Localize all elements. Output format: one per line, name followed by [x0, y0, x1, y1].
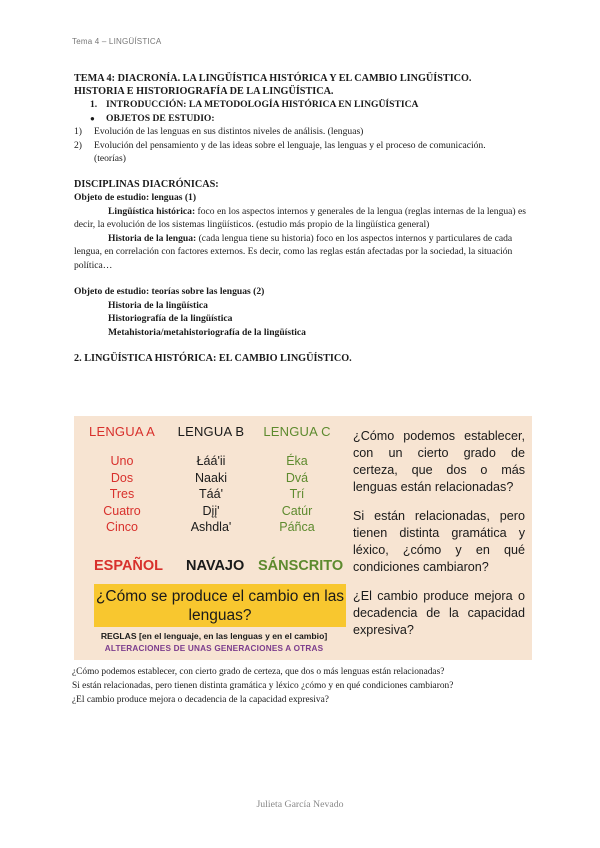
list-item: [74, 125, 530, 139]
list-item-text: Evolución de las lenguas en sus distintos niveles de análisis. (lenguas): [94, 126, 364, 137]
question-line: ¿El cambio produce mejora o decadencia de la capacidad expresiva?: [72, 695, 329, 705]
word: Dvá: [285, 470, 309, 485]
lengua-c-column: [254, 424, 340, 536]
word: Trí: [289, 487, 305, 501]
page-header: Tema 4 – LINGÜÍSTICA: [72, 37, 162, 46]
figure-question: ¿Cómo podemos establecer, con un cierto grado de certeza, que dos o más lenguas están relacionadas?: [353, 429, 525, 494]
page-title: [74, 72, 530, 98]
figure-question: ¿El cambio produce mejora o decadencia de la capacidad expresiva?: [353, 589, 525, 637]
word: Catúr: [281, 503, 313, 518]
title-line-1: TEMA 4: DIACRONÍA. LA LINGÜÍSTICA HISTÓRICA Y EL CAMBIO LINGÜÍSTICO.: [74, 73, 472, 84]
bullet-icon: ●: [90, 113, 95, 123]
objeto-2-heading: Objeto de estudio: teorías sobre las lenguas (2): [74, 286, 265, 297]
hist-lengua-paragraph: [74, 232, 530, 273]
figure-questions: [353, 428, 525, 651]
section-2-heading: 2. LINGÜÍSTICA HISTÓRICA: EL CAMBIO LINGÜÍSTICO.: [74, 353, 352, 364]
language-comparison-figure: [74, 416, 532, 660]
figure-question: Si están relacionadas, pero tienen distinta gramática y léxico, ¿cómo y en qué condiciones cambiaron?: [353, 509, 525, 574]
word: Naaki: [195, 470, 227, 485]
page-footer: Julieta García Nevado: [256, 799, 344, 810]
question-line: ¿Cómo podemos establecer, con cierto grado de certeza, que dos o más lenguas están relacionadas?: [72, 667, 445, 677]
hist-lengua-label: Historia de la lengua:: [108, 232, 197, 244]
list-item: [74, 139, 530, 166]
section-1-title: INTRODUCCIÓN: LA METODOLOGÍA HISTÓRICA EN LINGÜÍSTICA: [106, 99, 419, 110]
lengua-b-column: [168, 424, 254, 536]
question-callout: ¿Cómo se produce el cambio en las lenguas?: [94, 584, 346, 627]
word: Tres: [109, 487, 135, 501]
word: Uno: [110, 454, 134, 468]
objetos-heading: [74, 112, 530, 126]
lengua-a-column: [79, 424, 165, 536]
ling-hist-paragraph: [74, 205, 530, 232]
reglas-caption: REGLAS [en el lenguaje, en las lenguas y en el cambio]: [100, 631, 328, 641]
section-1-heading: [74, 98, 530, 112]
title-line-2: HISTORIA E HISTORIOGRAFÍA DE LA LINGÜÍSTICA.: [74, 86, 334, 97]
word: Łáá'ii: [196, 454, 226, 468]
section-1-number: 1.: [90, 99, 98, 110]
teoria-item: Metahistoria/metahistoriografía de la lingüística: [108, 326, 306, 338]
word: Cuatro: [103, 503, 141, 518]
teoria-item: Historiografía de la lingüística: [108, 313, 233, 324]
language-name-sanscrito: SÁNSCRITO: [258, 558, 344, 574]
list-item-text: Evolución del pensamiento y de las ideas sobre el lenguaje, las lenguas y el proceso de comunicación. (teorías): [94, 139, 486, 164]
ling-hist-text: foco en los aspectos internos y generales de la lengua (reglas internas de la lengua) es decir, la evolución de los sistemas lingüísticos. (estudio más propio de la lingüística general): [74, 205, 527, 230]
document-body: [74, 72, 530, 366]
ling-hist-label: Lingüística histórica:: [108, 205, 196, 217]
word: Éka: [286, 454, 308, 468]
word: Dos: [110, 470, 134, 485]
word: Cinco: [106, 520, 138, 534]
word: Táá': [199, 487, 223, 501]
questions-text: [72, 665, 532, 707]
language-name-espanol: ESPAÑOL: [94, 558, 164, 574]
hist-lengua-text: (cada lengua tiene su historia) foco en los aspectos internos y particulares de cada lengua, en correlación con factores externos. Es decir, como las reglas están afectadas por la sociedad, la situación política…: [74, 232, 513, 271]
objeto-1-heading: Objeto de estudio: lenguas (1): [74, 192, 197, 203]
list-item-number: 2): [74, 139, 82, 151]
alteraciones-caption: ALTERACIONES DE UNAS GENERACIONES A OTRAS: [104, 644, 324, 653]
word: Ashdla': [190, 520, 232, 534]
lengua-a-header: LENGUA A: [89, 424, 155, 439]
list-item-number: 1): [74, 126, 82, 137]
figure-word-table: [74, 416, 346, 660]
lengua-c-header: LENGUA C: [263, 424, 331, 439]
word: Dįį': [202, 503, 220, 518]
lengua-b-header: LENGUA B: [177, 424, 245, 439]
teoria-item: Historia de la lingüística: [108, 299, 208, 311]
question-line: Si están relacionadas, pero tienen distinta gramática y léxico ¿cómo y en qué condiciones cambiaron?: [72, 681, 454, 691]
word: Páñca: [279, 520, 315, 534]
objetos-title: OBJETOS DE ESTUDIO:: [106, 112, 215, 124]
disciplinas-heading: DISCIPLINAS DIACRÓNICAS:: [74, 178, 219, 190]
language-name-navajo: NAVAJO: [186, 558, 245, 574]
